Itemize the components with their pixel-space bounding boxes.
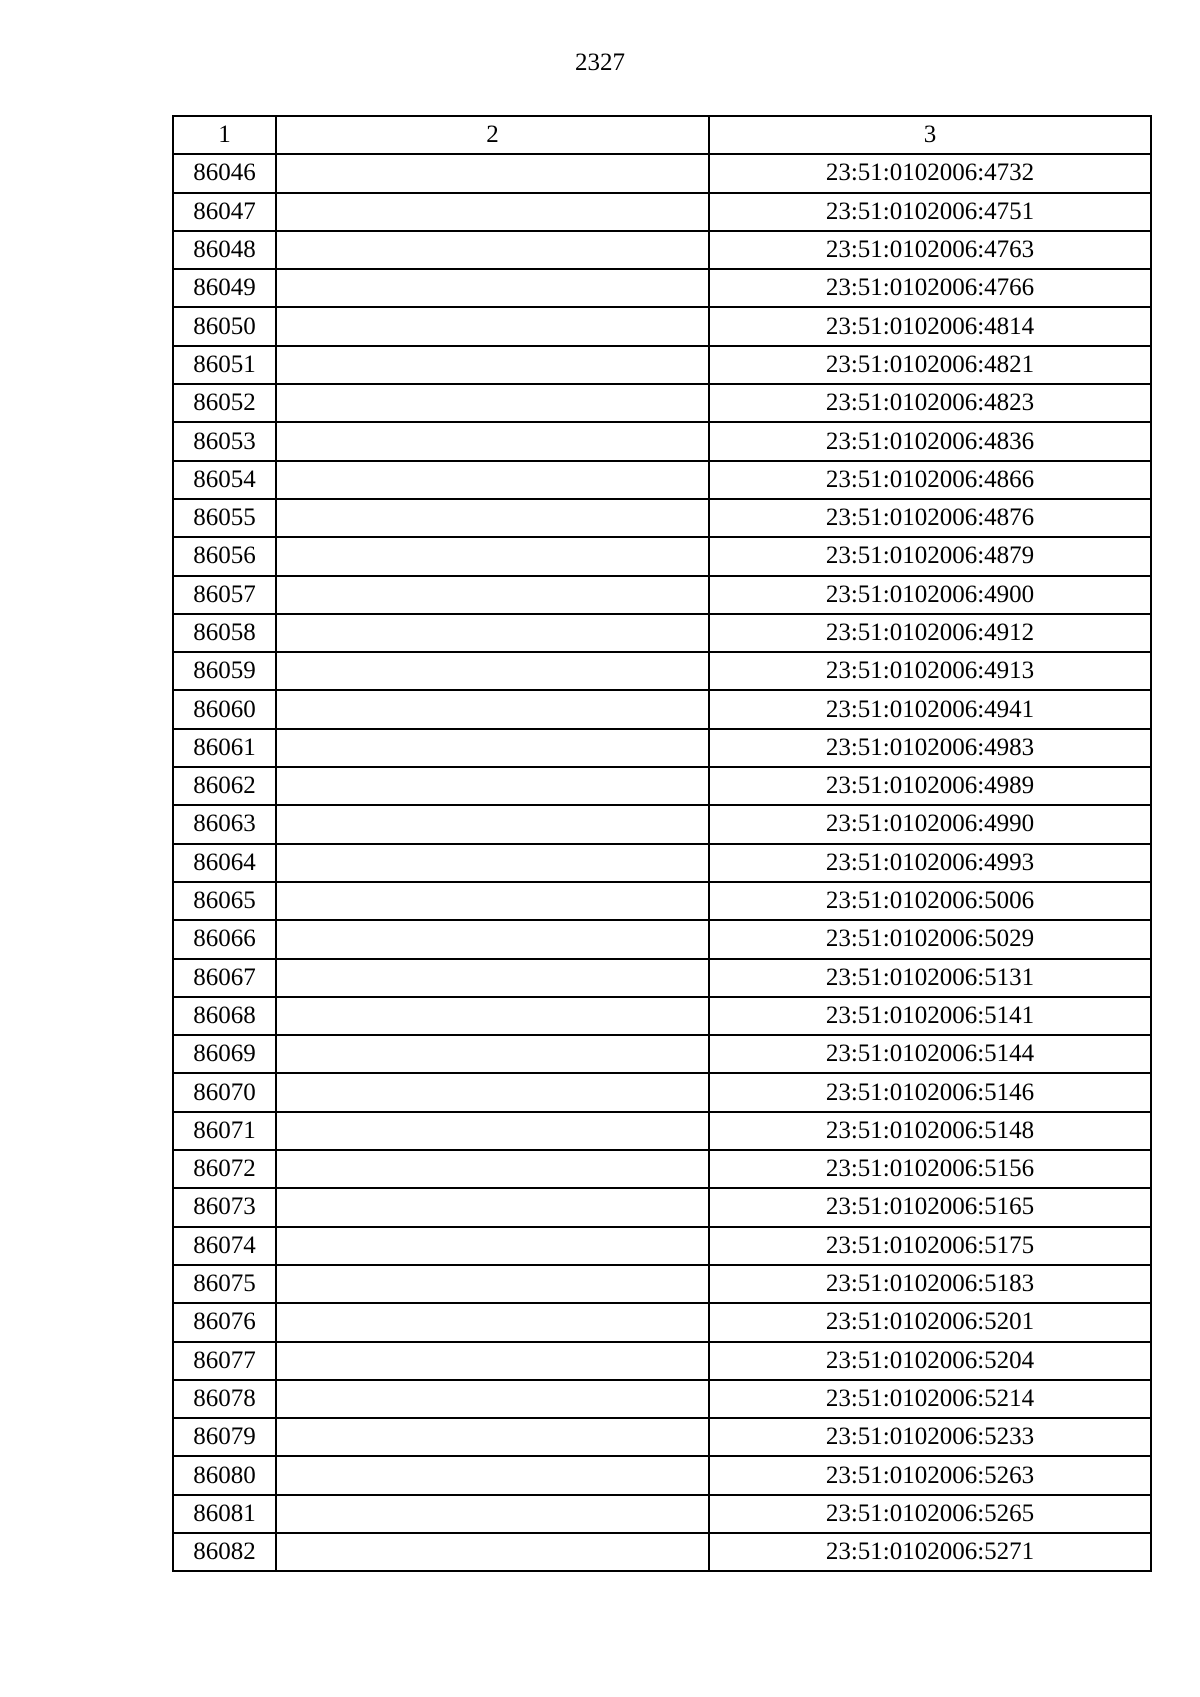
- cadastral-number-cell: 23:51:0102006:5265: [709, 1495, 1151, 1533]
- table-header-row: [173, 116, 1151, 154]
- row-number-cell: 86062: [173, 767, 276, 805]
- row-number-cell: 86046: [173, 154, 276, 192]
- cadastral-number-cell: 23:51:0102006:5263: [709, 1456, 1151, 1494]
- row-number-cell: 86066: [173, 920, 276, 958]
- row-number-cell: 86064: [173, 844, 276, 882]
- row-number-cell: 86070: [173, 1073, 276, 1111]
- cadastral-number-cell: 23:51:0102006:4912: [709, 614, 1151, 652]
- cadastral-number-cell: 23:51:0102006:4913: [709, 652, 1151, 690]
- row-number-cell: 86065: [173, 882, 276, 920]
- table-row: [173, 346, 1151, 384]
- cadastral-number-cell: 23:51:0102006:4766: [709, 269, 1151, 307]
- description-cell: [276, 1265, 709, 1303]
- cadastral-number-cell: 23:51:0102006:4990: [709, 805, 1151, 843]
- table-body: [173, 154, 1151, 1571]
- description-cell: [276, 997, 709, 1035]
- cadastral-number-cell: 23:51:0102006:5201: [709, 1303, 1151, 1341]
- cadastral-number-cell: 23:51:0102006:5131: [709, 959, 1151, 997]
- table-row: [173, 1380, 1151, 1418]
- description-cell: [276, 882, 709, 920]
- row-number-cell: 86050: [173, 307, 276, 345]
- row-number-cell: 86075: [173, 1265, 276, 1303]
- column-header-3: 3: [709, 116, 1151, 154]
- row-number-cell: 86061: [173, 729, 276, 767]
- table-row: [173, 690, 1151, 728]
- row-number-cell: 86056: [173, 537, 276, 575]
- table-row: [173, 882, 1151, 920]
- row-number-cell: 86060: [173, 690, 276, 728]
- cadastral-number-cell: 23:51:0102006:4941: [709, 690, 1151, 728]
- table-row: [173, 614, 1151, 652]
- row-number-cell: 86073: [173, 1188, 276, 1226]
- table-row: [173, 576, 1151, 614]
- table-row: [173, 1227, 1151, 1265]
- table-row: [173, 1533, 1151, 1571]
- table-row: [173, 1150, 1151, 1188]
- cadastral-number-cell: 23:51:0102006:5165: [709, 1188, 1151, 1226]
- table-row: [173, 537, 1151, 575]
- cadastral-number-cell: 23:51:0102006:4876: [709, 499, 1151, 537]
- table-row: [173, 1265, 1151, 1303]
- row-number-cell: 86078: [173, 1380, 276, 1418]
- table-row: [173, 384, 1151, 422]
- table-row: [173, 193, 1151, 231]
- cadastral-number-cell: 23:51:0102006:5183: [709, 1265, 1151, 1303]
- table-row: [173, 307, 1151, 345]
- cadastral-number-cell: 23:51:0102006:4751: [709, 193, 1151, 231]
- description-cell: [276, 1227, 709, 1265]
- table-row: [173, 499, 1151, 537]
- cadastral-number-cell: 23:51:0102006:5029: [709, 920, 1151, 958]
- cadastral-number-cell: 23:51:0102006:4993: [709, 844, 1151, 882]
- cadastral-number-cell: 23:51:0102006:5175: [709, 1227, 1151, 1265]
- description-cell: [276, 1418, 709, 1456]
- row-number-cell: 86082: [173, 1533, 276, 1571]
- cadastral-number-cell: 23:51:0102006:4900: [709, 576, 1151, 614]
- row-number-cell: 86074: [173, 1227, 276, 1265]
- description-cell: [276, 729, 709, 767]
- cadastral-number-cell: 23:51:0102006:5233: [709, 1418, 1151, 1456]
- row-number-cell: 86047: [173, 193, 276, 231]
- description-cell: [276, 652, 709, 690]
- table-row: [173, 844, 1151, 882]
- table-row: [173, 1342, 1151, 1380]
- description-cell: [276, 690, 709, 728]
- column-header-2: 2: [276, 116, 709, 154]
- description-cell: [276, 1112, 709, 1150]
- table-row: [173, 231, 1151, 269]
- row-number-cell: 86049: [173, 269, 276, 307]
- description-cell: [276, 422, 709, 460]
- row-number-cell: 86077: [173, 1342, 276, 1380]
- description-cell: [276, 1073, 709, 1111]
- cadastral-number-cell: 23:51:0102006:4879: [709, 537, 1151, 575]
- description-cell: [276, 805, 709, 843]
- table-row: [173, 1456, 1151, 1494]
- row-number-cell: 86069: [173, 1035, 276, 1073]
- cadastral-number-cell: 23:51:0102006:5214: [709, 1380, 1151, 1418]
- table-row: [173, 269, 1151, 307]
- description-cell: [276, 1150, 709, 1188]
- description-cell: [276, 1380, 709, 1418]
- cadastral-number-cell: 23:51:0102006:5148: [709, 1112, 1151, 1150]
- row-number-cell: 86076: [173, 1303, 276, 1341]
- row-number-cell: 86063: [173, 805, 276, 843]
- description-cell: [276, 193, 709, 231]
- cadastral-number-cell: 23:51:0102006:5146: [709, 1073, 1151, 1111]
- description-cell: [276, 537, 709, 575]
- cadastral-number-cell: 23:51:0102006:5204: [709, 1342, 1151, 1380]
- description-cell: [276, 154, 709, 192]
- cadastral-number-cell: 23:51:0102006:5141: [709, 997, 1151, 1035]
- description-cell: [276, 1495, 709, 1533]
- description-cell: [276, 1188, 709, 1226]
- row-number-cell: 86052: [173, 384, 276, 422]
- description-cell: [276, 1342, 709, 1380]
- description-cell: [276, 959, 709, 997]
- description-cell: [276, 499, 709, 537]
- cadastral-number-cell: 23:51:0102006:4814: [709, 307, 1151, 345]
- row-number-cell: 86059: [173, 652, 276, 690]
- cadastral-number-cell: 23:51:0102006:4866: [709, 461, 1151, 499]
- description-cell: [276, 1303, 709, 1341]
- cadastral-number-cell: 23:51:0102006:4821: [709, 346, 1151, 384]
- row-number-cell: 86054: [173, 461, 276, 499]
- row-number-cell: 86072: [173, 1150, 276, 1188]
- description-cell: [276, 1456, 709, 1494]
- description-cell: [276, 461, 709, 499]
- cadastral-number-cell: 23:51:0102006:5156: [709, 1150, 1151, 1188]
- row-number-cell: 86067: [173, 959, 276, 997]
- table-row: [173, 805, 1151, 843]
- table-row: [173, 729, 1151, 767]
- table-row: [173, 461, 1151, 499]
- table-row: [173, 1112, 1151, 1150]
- row-number-cell: 86048: [173, 231, 276, 269]
- table-row: [173, 997, 1151, 1035]
- column-header-1: 1: [173, 116, 276, 154]
- description-cell: [276, 231, 709, 269]
- description-cell: [276, 384, 709, 422]
- description-cell: [276, 307, 709, 345]
- description-cell: [276, 346, 709, 384]
- page-number: 2327: [575, 49, 625, 76]
- description-cell: [276, 1533, 709, 1571]
- cadastral-number-cell: 23:51:0102006:4836: [709, 422, 1151, 460]
- table-row: [173, 920, 1151, 958]
- description-cell: [276, 614, 709, 652]
- table-row: [173, 1035, 1151, 1073]
- row-number-cell: 86071: [173, 1112, 276, 1150]
- cadastral-number-cell: 23:51:0102006:5006: [709, 882, 1151, 920]
- row-number-cell: 86058: [173, 614, 276, 652]
- row-number-cell: 86081: [173, 1495, 276, 1533]
- description-cell: [276, 576, 709, 614]
- cadastral-number-cell: 23:51:0102006:4823: [709, 384, 1151, 422]
- cadastral-number-cell: 23:51:0102006:4983: [709, 729, 1151, 767]
- cadastral-number-cell: 23:51:0102006:4989: [709, 767, 1151, 805]
- description-cell: [276, 844, 709, 882]
- cadastral-number-cell: 23:51:0102006:5271: [709, 1533, 1151, 1571]
- table-row: [173, 1495, 1151, 1533]
- row-number-cell: 86079: [173, 1418, 276, 1456]
- registry-table: [172, 115, 1152, 1572]
- table-row: [173, 652, 1151, 690]
- table-row: [173, 959, 1151, 997]
- cadastral-number-cell: 23:51:0102006:5144: [709, 1035, 1151, 1073]
- table-row: [173, 1073, 1151, 1111]
- cadastral-number-cell: 23:51:0102006:4732: [709, 154, 1151, 192]
- description-cell: [276, 269, 709, 307]
- description-cell: [276, 767, 709, 805]
- row-number-cell: 86057: [173, 576, 276, 614]
- table-row: [173, 1188, 1151, 1226]
- table-row: [173, 1303, 1151, 1341]
- description-cell: [276, 1035, 709, 1073]
- row-number-cell: 86055: [173, 499, 276, 537]
- cadastral-number-cell: 23:51:0102006:4763: [709, 231, 1151, 269]
- table-row: [173, 154, 1151, 192]
- table-row: [173, 422, 1151, 460]
- row-number-cell: 86051: [173, 346, 276, 384]
- row-number-cell: 86068: [173, 997, 276, 1035]
- row-number-cell: 86053: [173, 422, 276, 460]
- description-cell: [276, 920, 709, 958]
- table-row: [173, 767, 1151, 805]
- row-number-cell: 86080: [173, 1456, 276, 1494]
- table-row: [173, 1418, 1151, 1456]
